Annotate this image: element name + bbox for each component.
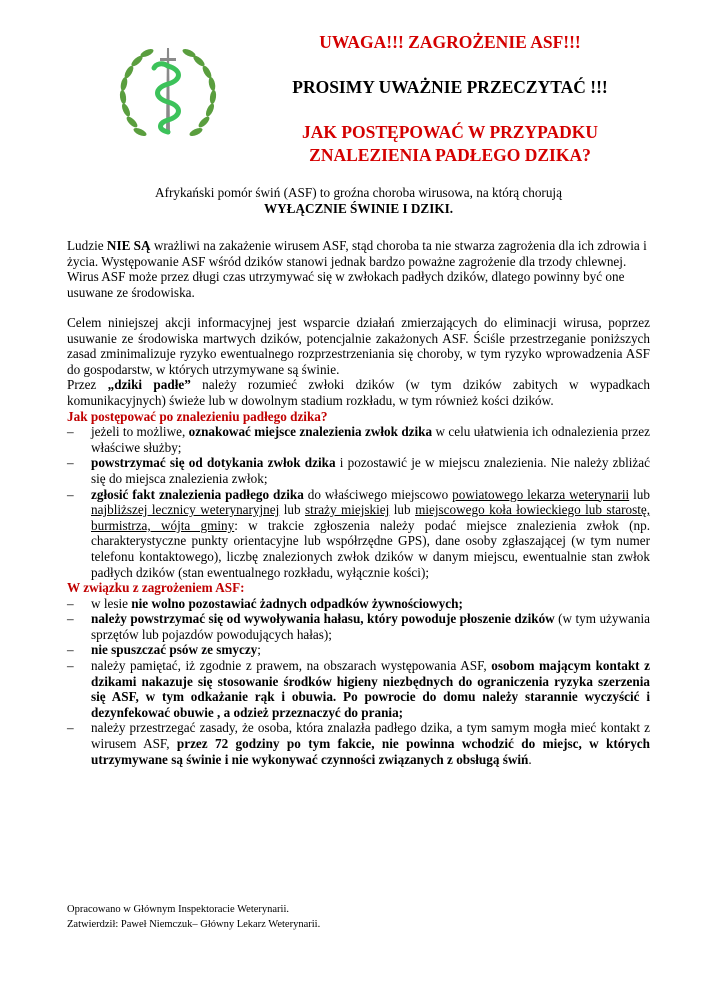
def-text-a: Przez <box>67 377 108 393</box>
asf-threat-list <box>67 596 650 768</box>
please-read-title: PROSIMY UWAŻNIE PRZECZYTAĆ !!! <box>292 77 608 97</box>
warning-title: UWAGA!!! ZAGROŻENIE ASF!!! <box>319 32 581 52</box>
p1-text-a: Ludzie <box>67 238 107 253</box>
list-item <box>67 487 650 581</box>
intro-paragraph <box>67 185 650 216</box>
item-text: w celu ułatwienia ich odnalezienia przez właściwe służby; <box>91 424 651 455</box>
section-heading-asf-threat: W związku z zagrożeniem ASF: <box>67 580 245 596</box>
definition-paragraph <box>67 377 650 408</box>
list-item <box>67 642 650 658</box>
list-item <box>67 596 650 612</box>
underlined-text: powiatowego lekarza weterynarii <box>452 486 630 502</box>
item-text: w lesie <box>91 595 132 611</box>
p1-bold: NIE SĄ <box>106 238 151 253</box>
list-item <box>67 455 650 486</box>
item-text: jeżeli to możliwe, <box>91 424 189 440</box>
underlined-text: straży miejskiej <box>305 502 390 518</box>
footer-prepared-by: Opracowano w Głównym Inspektoracie Weterynarii. <box>67 904 290 915</box>
footer-approved-by: Zatwierdził: Paweł Niemczuk– Główny Lekarz Weterynarii. <box>67 918 321 930</box>
section-heading-found-boar: Jak postępować po znalezieniu padłego dzika? <box>67 408 328 424</box>
item-text: lub <box>629 486 650 502</box>
item-bold: nie spuszczać psów ze smyczy <box>91 642 258 658</box>
item-bold: powstrzymać się od dotykania zwłok dzika <box>91 455 336 471</box>
list-item <box>67 658 650 720</box>
item-bold: należy powstrzymać się od wywoływania hałasu, który powoduje płoszenie dzików <box>91 611 555 627</box>
veterinary-inspection-logo-icon <box>118 44 218 144</box>
intro-bold: WYŁĄCZNIE ŚWINIE I DZIKI. <box>263 200 454 216</box>
campaign-paragraph: Celem niniejszej akcji informacyjnej jest wsparcie działań zmierzających do eliminacji wirusa, poprzez usuwanie ze środowiska martwych dzików, potencjalnie zakażonych ASF. Ściśle przestrzeganie poniższych zasad zminimalizuje ryzyko ewentualnego rozprzestrzeniania się choroby, w tym ryzyko wprowadzenia ASF do gospodarstw, w których utrzymywane są świnie. <box>67 315 650 377</box>
item-text: do właściwego miejscowo <box>303 486 453 502</box>
def-text-c: należy rozumieć zwłoki dzików (w tym dzików zabitych w wypadkach komunikacyjnych) świeże lub w dowolnym stadium rozkładu, w tym również kości dzików. <box>67 377 650 408</box>
item-text: (w tym używania sprzętów lub pojazdów powodujących hałas); <box>91 611 650 642</box>
def-bold: „dziki padłe” <box>107 377 191 393</box>
item-text: : w trakcie zgłoszenia należy podać miejsce znalezienia zwłok (np. charakterystyczne punkty orientacyjne lub współrzędne GPS), dane osoby zgłaszającej (w tym numer telefonu kontaktowego), liczbę znalezionych zwłok dzików w danym miejscu, ewentualnie stan zwłok padłych dzików (stan ewentualnego rozkładu, wyłącznie kości); <box>91 517 650 580</box>
item-bold: zgłosić fakt znalezienia padłego dzika <box>91 486 304 502</box>
found-boar-list <box>67 424 650 580</box>
item-bold: przez 72 godziny po tym fakcie, nie powinna wchodzić do miejsc, w których utrzymywane są świnie i nie wykonywać czynności związanych z obsługą świń <box>91 736 650 767</box>
item-bold: nie wolno pozostawiać żadnych odpadków żywnościowych; <box>131 595 463 611</box>
p1-text-c: wrażliwi na zakażenie wirusem ASF, stąd choroba ta nie stwarza zagrożenia dla ich zdrowia i życia. Występowanie ASF wśród dzików stanowi jednak bardzo poważne zagrożenie dla trzody chlewnej. Wirus ASF może przez długi czas utrzymywać się w zwłokach padłych dzików, dlatego powinny być one usuwane ze środowiska. <box>67 238 647 300</box>
item-bold: oznakować miejsce znalezienia zwłok dzika <box>188 424 433 440</box>
intro-text: Afrykański pomór świń (ASF) to groźna choroba wirusowa, na którą chorują <box>155 185 562 200</box>
main-content <box>67 315 650 767</box>
how-to-act-title <box>240 121 660 167</box>
underlined-text: najbliższej lecznicy weterynaryjnej <box>91 502 280 518</box>
how-to-act-line-1: JAK POSTĘPOWAĆ W PRZYPADKU <box>301 122 599 142</box>
list-item <box>67 611 650 642</box>
list-item <box>67 720 650 767</box>
item-text: należy przestrzegać zasady, że osoba, która znalazła padłego dzika, a tym samym mogła mieć kontakt z wirusem ASF, <box>91 720 650 752</box>
footer <box>67 903 320 932</box>
risk-paragraph <box>67 238 650 300</box>
item-text: lub <box>389 502 416 518</box>
item-bold: osobom mającym kontakt z dzikami nakazuje się stosowanie środków higieny niezbędnych do ograniczenia ryzyka szerzenia się ASF, w tym odkażanie rąk i obuwia. Po powrocie do domu należy starannie wyczyścić i dezynfekować obuwie , a odzież przeznaczyć do prania; <box>91 658 650 720</box>
item-text: należy pamiętać, iż zgodnie z prawem, na obszarach występowania ASF, <box>91 658 492 674</box>
item-text: i pozostawić je w miejscu znalezienia. Nie należy zbliżać się do miejsca znalezienia zwłok; <box>91 455 650 486</box>
list-item <box>67 424 650 455</box>
how-to-act-line-2: ZNALEZIENIA PADŁEGO DZIKA? <box>309 145 591 165</box>
item-text: ; <box>257 642 261 658</box>
item-text: . <box>528 751 532 767</box>
item-text: lub <box>279 502 306 518</box>
underlined-text: miejscowego koła łowieckiego lub starostę, burmistrza, wójta gminy <box>91 502 651 533</box>
